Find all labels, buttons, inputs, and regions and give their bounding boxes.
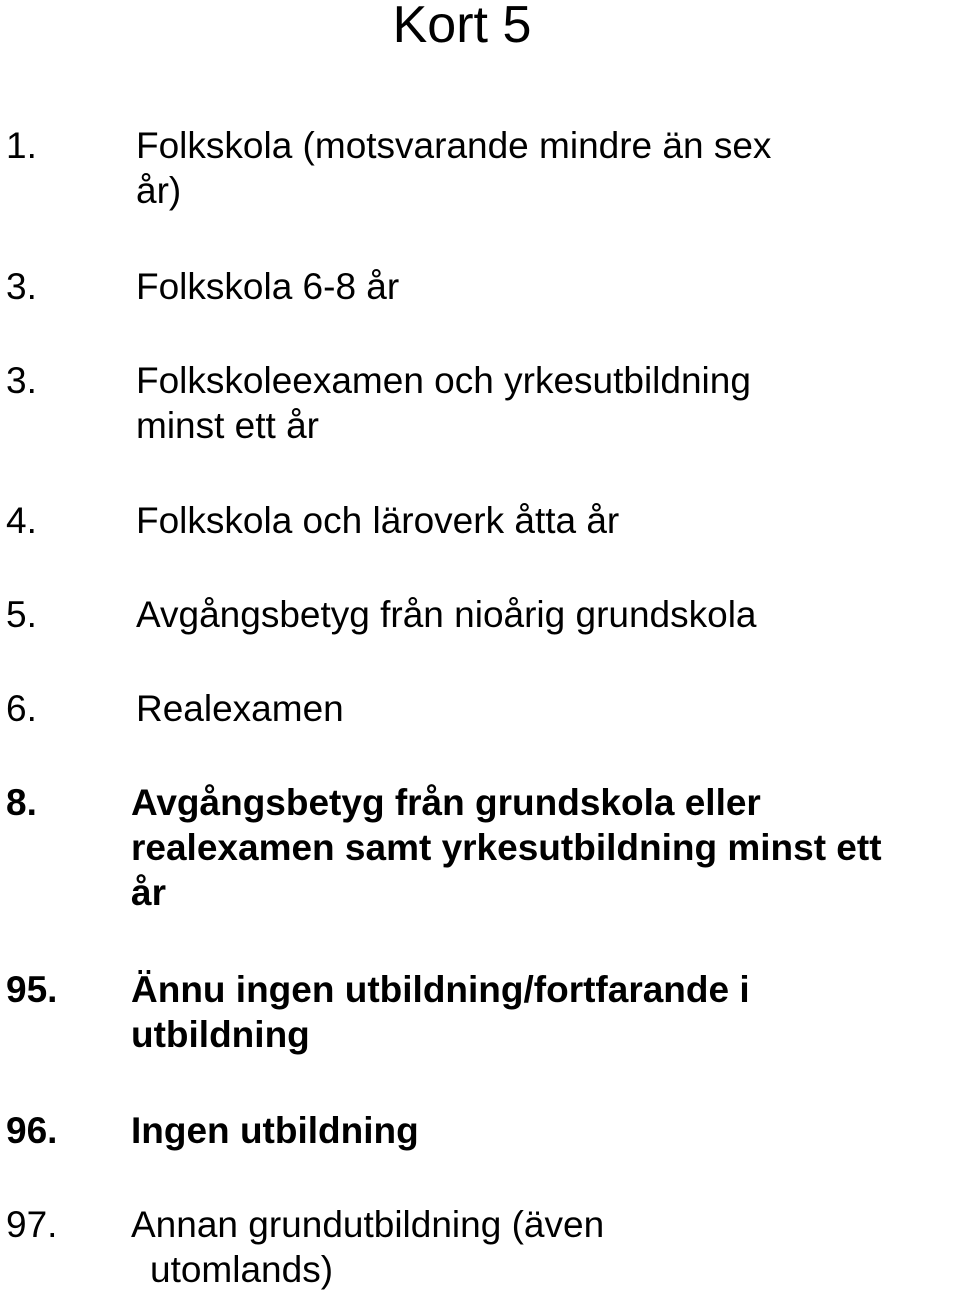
- item-text: [131, 967, 960, 1057]
- item-number: 95.: [6, 969, 58, 1010]
- item-text: [136, 264, 960, 309]
- item-text: [131, 780, 960, 915]
- item-text-line: utomlands): [150, 1249, 334, 1290]
- item-text: [131, 1202, 960, 1292]
- item-text-line: Ännu ingen utbildning/fortfarande i: [131, 969, 750, 1010]
- item-number: 1.: [6, 125, 37, 166]
- item-text-line: Realexamen: [136, 688, 344, 729]
- item-number: 96.: [6, 1110, 58, 1151]
- item-text-line: år): [136, 170, 182, 211]
- item-text-line: Folkskoleexamen och yrkesutbildning: [136, 360, 751, 401]
- item-text-line: realexamen samt yrkesutbildning minst ett: [131, 827, 882, 868]
- item-text-line: Avgångsbetyg från nioårig grundskola: [136, 594, 757, 635]
- item-number: 3.: [6, 266, 37, 307]
- item-text-line: år: [131, 872, 166, 913]
- item-number: 4.: [6, 500, 37, 541]
- item-text: [136, 358, 960, 448]
- item-text-line: utbildning: [131, 1014, 310, 1055]
- item-text-line: minst ett år: [136, 405, 319, 446]
- item-number: 97.: [6, 1204, 58, 1245]
- item-text-line: Folkskola 6-8 år: [136, 266, 400, 307]
- item-text: [136, 498, 960, 543]
- item-text-line: Avgångsbetyg från grundskola eller: [131, 782, 761, 823]
- item-text: [136, 123, 960, 213]
- item-text-line: Folkskola och läroverk åtta år: [136, 500, 620, 541]
- item-number: 3.: [6, 360, 37, 401]
- item-text: [136, 592, 960, 637]
- item-number: 5.: [6, 594, 37, 635]
- item-text-line: Ingen utbildning: [131, 1110, 419, 1151]
- item-text: [131, 1108, 960, 1153]
- item-text: [136, 686, 960, 731]
- item-number: 6.: [6, 688, 37, 729]
- item-number: 8.: [6, 782, 37, 823]
- item-text-line: Annan grundutbildning (även: [131, 1204, 605, 1245]
- page-title: Kort 5: [392, 0, 532, 54]
- item-text-line: Folkskola (motsvarande mindre än sex: [136, 125, 772, 166]
